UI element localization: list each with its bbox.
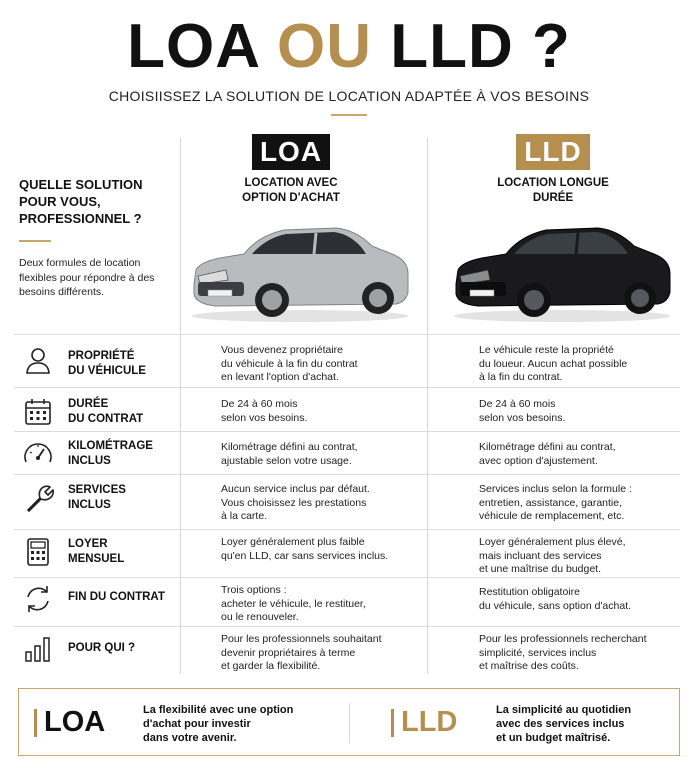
- lld-cell: Le véhicule reste la propriété du loueur. Aucun achat possible à la fin du contrat.: [479, 344, 628, 383]
- calculator-icon: [22, 536, 54, 568]
- footer-lld-tagline: La simplicité au quotidien avec des services inclus et un budget maîtrisé.: [496, 704, 632, 744]
- row-divider: [14, 626, 680, 627]
- lld-cell: Services inclus selon la formule : entretien, assistance, garantie, véhicule de remplacement, etc.: [479, 483, 632, 522]
- row-label: FIN DU CONTRAT: [68, 591, 165, 603]
- lld-subtitle-line2: DURÉE: [532, 192, 574, 204]
- subtitle: CHOISIISSEZ LA SOLUTION DE LOCATION ADAPTÉE À VOS BESOINS: [108, 88, 590, 104]
- main-title: [0, 14, 698, 80]
- title-lld: LLD ?: [390, 12, 571, 81]
- row-label: PROPRIÉTÉ DU VÉHICULE: [68, 350, 146, 377]
- footer-loa-tagline: La flexibilité avec une option d'achat pour investir dans votre avenir.: [143, 704, 294, 744]
- lld-car-image: [448, 218, 676, 324]
- loa-cell: De 24 à 60 mois selon vos besoins.: [221, 398, 308, 424]
- intro-description: Deux formules de location flexibles pour répondre à des besoins différents.: [19, 257, 155, 298]
- loa-subtitle: [201, 176, 381, 206]
- row-label: KILOMÉTRAGE INCLUS: [68, 440, 153, 467]
- loa-cell: Vous devenez propriétaire du véhicule à la fin du contrat en levant l'option d'achat.: [221, 344, 358, 383]
- summary-footer: [18, 688, 680, 756]
- lld-cell: Kilométrage défini au contrat, avec option d'ajustement.: [479, 441, 616, 467]
- lld-subtitle: [463, 176, 643, 206]
- column-divider-left: [180, 138, 181, 674]
- lld-accent-bar: [391, 709, 394, 737]
- row-divider: [14, 474, 680, 475]
- loa-cell: Kilométrage défini au contrat, ajustable selon votre usage.: [221, 441, 358, 467]
- row-divider: [14, 334, 680, 335]
- loa-column-header: [201, 134, 381, 206]
- lld-cell: De 24 à 60 mois selon vos besoins.: [479, 398, 566, 424]
- loa-accent-bar: [34, 709, 37, 737]
- column-divider-right: [427, 138, 428, 674]
- lld-cell: Loyer généralement plus élevé, mais incluant des services et une maîtrise du budget.: [479, 536, 626, 575]
- row-label: POUR QUI ?: [68, 642, 136, 654]
- row-label: DURÉE DU CONTRAT: [68, 398, 144, 425]
- loa-cell: Pour les professionnels souhaitant devenir propriétaires à terme et garder la flexibilité.: [221, 633, 382, 672]
- footer-lld-label: LLD: [401, 706, 458, 738]
- footer-loa-label: LOA: [44, 706, 106, 738]
- row-divider: [14, 431, 680, 432]
- person-icon: [22, 344, 54, 376]
- cycle-arrows-icon: [22, 583, 54, 615]
- bar-chart-icon: [22, 632, 54, 664]
- loa-cell: Loyer généralement plus faible qu'en LLD, car sans services inclus.: [221, 536, 389, 562]
- lld-cell: Restitution obligatoire du véhicule, sans option d'achat.: [479, 586, 632, 612]
- loa-badge: LOA: [252, 134, 330, 170]
- wrench-icon: [22, 482, 54, 514]
- loa-subtitle-line1: LOCATION AVEC: [244, 177, 338, 189]
- row-divider: [14, 529, 680, 530]
- intro-question: QUELLE SOLUTION POUR VOUS, PROFESSIONNEL ?: [19, 177, 143, 226]
- title-ou: OU: [276, 12, 372, 81]
- lld-cell: Pour les professionnels recherchant simplicité, services inclus et maîtrise des coûts.: [479, 633, 647, 672]
- title-loa: LOA: [127, 12, 259, 81]
- row-divider: [14, 387, 680, 388]
- loa-cell: Trois options : acheter le véhicule, le restituer, ou le renouveler.: [221, 584, 366, 623]
- calendar-icon: [22, 396, 54, 428]
- row-label: LOYER MENSUEL: [68, 538, 125, 565]
- footer-divider: [349, 703, 350, 743]
- speedometer-icon: [22, 438, 54, 470]
- lld-badge: LLD: [516, 134, 589, 170]
- loa-subtitle-line2: OPTION D'ACHAT: [242, 192, 340, 204]
- title-divider: [331, 114, 367, 116]
- loa-car-image: [186, 218, 414, 324]
- loa-cell: Aucun service inclus par défaut. Vous choisissez les prestations à la carte.: [221, 483, 370, 522]
- lld-subtitle-line1: LOCATION LONGUE: [497, 177, 609, 189]
- row-label: SERVICES INCLUS: [68, 484, 126, 511]
- row-divider: [14, 577, 680, 578]
- lld-column-header: [463, 134, 643, 206]
- intro-divider: [19, 240, 51, 242]
